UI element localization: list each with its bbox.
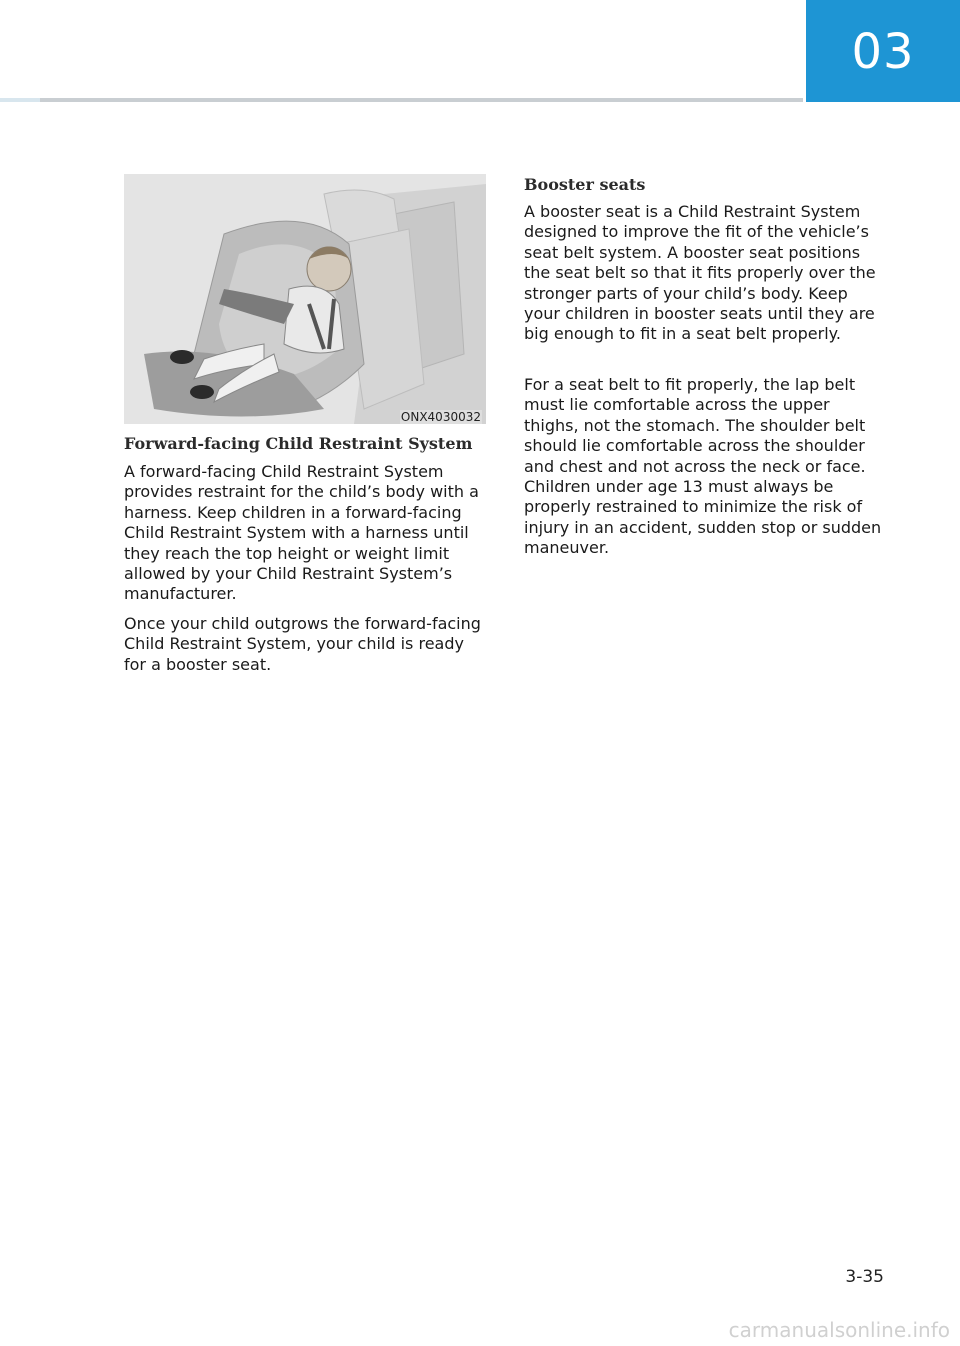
page-number: 3-35	[845, 1267, 884, 1287]
right-paragraph-2: For a seat belt to fit properly, the lap belt must lie comfortable across the upper thighs, not the stomach. The shoulder belt should lie comfortable across the shoulder and chest and not across the neck or face. Children under age 13 must always be properly restrained to minimize the risk of injury in an accident, sudden stop or sudden maneuver.	[524, 375, 882, 558]
right-heading: Booster seats	[524, 175, 646, 194]
chapter-tab	[806, 0, 960, 102]
left-paragraph-2: Once your child outgrows the forward-facing Child Restraint System, your child is ready for a booster seat.	[124, 614, 481, 674]
watermark: carmanualsonline.info	[728, 1318, 950, 1342]
chapter-number: 03	[851, 24, 915, 80]
left-paragraph-1: A forward-facing Child Restraint System provides restraint for the child’s body with a harness. Keep children in a forward-facing Child Restraint System with a harness until they reach the top height or weight limit allowed by your Child Restraint System’s manufacturer.	[124, 462, 479, 604]
right-paragraph-1: A booster seat is a Child Restraint System designed to improve the fit of the vehicle’s seat belt system. A booster seat positions the seat belt so that it fits properly over the stronger parts of your child’s body. Keep your children in booster seats until they are big enough to fit in a seat belt properly.	[524, 202, 876, 344]
header-rule	[0, 98, 803, 102]
figure-code: ONX4030032	[400, 410, 481, 424]
left-heading: Forward-facing Child Restraint System	[124, 434, 473, 453]
child-seat-illustration	[124, 174, 486, 424]
header-rule-accent	[0, 98, 40, 102]
illustration-graphic	[124, 174, 486, 424]
